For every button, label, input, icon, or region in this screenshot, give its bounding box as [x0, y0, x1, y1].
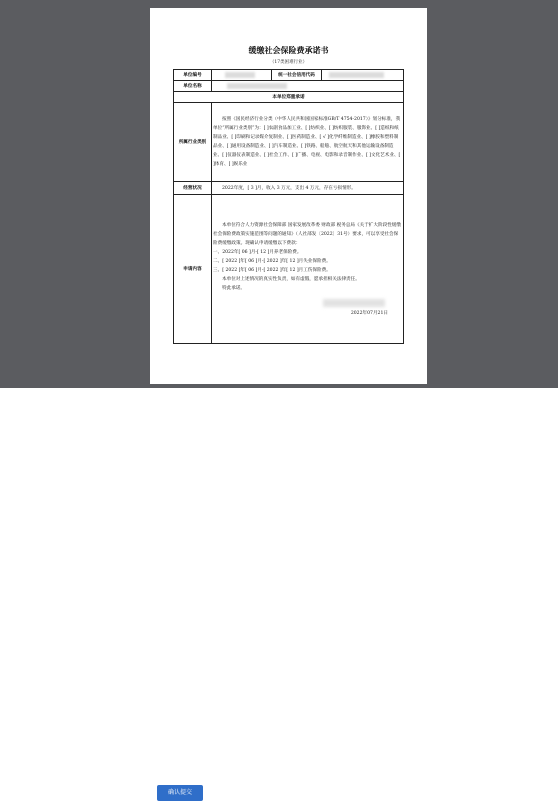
application-paragraph: 本单位符合人力资源社会保障部 国家发展改革委 财政部 税务总局《关于扩大阶段性缓缴社会保险费政策实施范围等问题的通知》（人社部发〔2022〕31号）要求，可以享受社会保险费缓缴政策。现确认申请缓缴以下费款：: [213, 222, 401, 246]
section-header: 本单位郑重承诺: [174, 92, 404, 103]
document-viewer[interactable]: [0, 0, 558, 388]
operation-label: 经营状况: [174, 182, 212, 195]
operation-text: [212, 182, 404, 195]
industry-paragraph: 按照《国民经济行业分类（中华人民共和国国家标准GB/T 4754-2017）》划分标准，我单位“所属行业类别”为：[ ]农副食品加工业、[ ]纺织业、[ ]纺织服装、服饰业、[ ]造纸和纸制品业、[ ]印刷和记录媒介复制业、[ ]医药制造业、[ √ ]化学纤维制造业、[ ]橡胶和塑料制品业、[ ]通用设备制造业、[ ]汽车制造业、[ ]铁路、船舶、航空航天和其他运输设备制造业、[ ]仪器仪表制造业、[ ]社会工作、[ ]广播、电视、电影和录音制作业、[ ]文化艺术业、[ ]体育、[ ]娱乐业: [213, 117, 401, 167]
commitment-date: 2022年07月21日: [350, 310, 388, 316]
action-bar: [0, 388, 558, 796]
application-line-1: 一、2022年[ 06 ]月-[ 12 ]月养老保险费。: [213, 249, 302, 255]
credit-code-label: 统一社会信用代码: [272, 70, 322, 81]
commitment-statement: 本单位对上述情况的真实性负责，如有虚假，愿承担相关法律责任。: [222, 276, 360, 282]
application-line-2: 二、[ 2022 ]年[ 06 ]月-[ 2022 ]年[ 12 ]月失业保险费。: [213, 258, 331, 264]
special-statement: 特此承诺。: [222, 285, 245, 291]
unit-id-value: [212, 70, 272, 81]
industry-text: [212, 103, 404, 182]
application-label: 申请内容: [174, 195, 212, 344]
document-subtitle: （17类困难行业）: [269, 60, 308, 65]
application-line-3: 三、[ 2022 ]年[ 06 ]月-[ 2022 ]年[ 12 ]月工伤保险费。: [213, 267, 331, 273]
operation-paragraph: 2022年度，[ 3 ]月，收入 3 万元，支出 4 万元，存在亏损情形。: [222, 185, 356, 191]
unit-name-value: [212, 81, 404, 92]
signature-stamp: [323, 299, 385, 307]
commitment-form-table: [173, 69, 404, 344]
document-page: [150, 8, 427, 384]
application-content: [212, 195, 404, 344]
industry-label: 所属行业类别: [174, 103, 212, 182]
unit-id-label: 单位编号: [174, 70, 212, 81]
confirm-submit-button[interactable]: 确认提交: [157, 785, 203, 801]
unit-name-label: 单位名称: [174, 81, 212, 92]
document-title: 缓缴社会保险费承诺书: [248, 45, 329, 55]
credit-code-value: [322, 70, 404, 81]
